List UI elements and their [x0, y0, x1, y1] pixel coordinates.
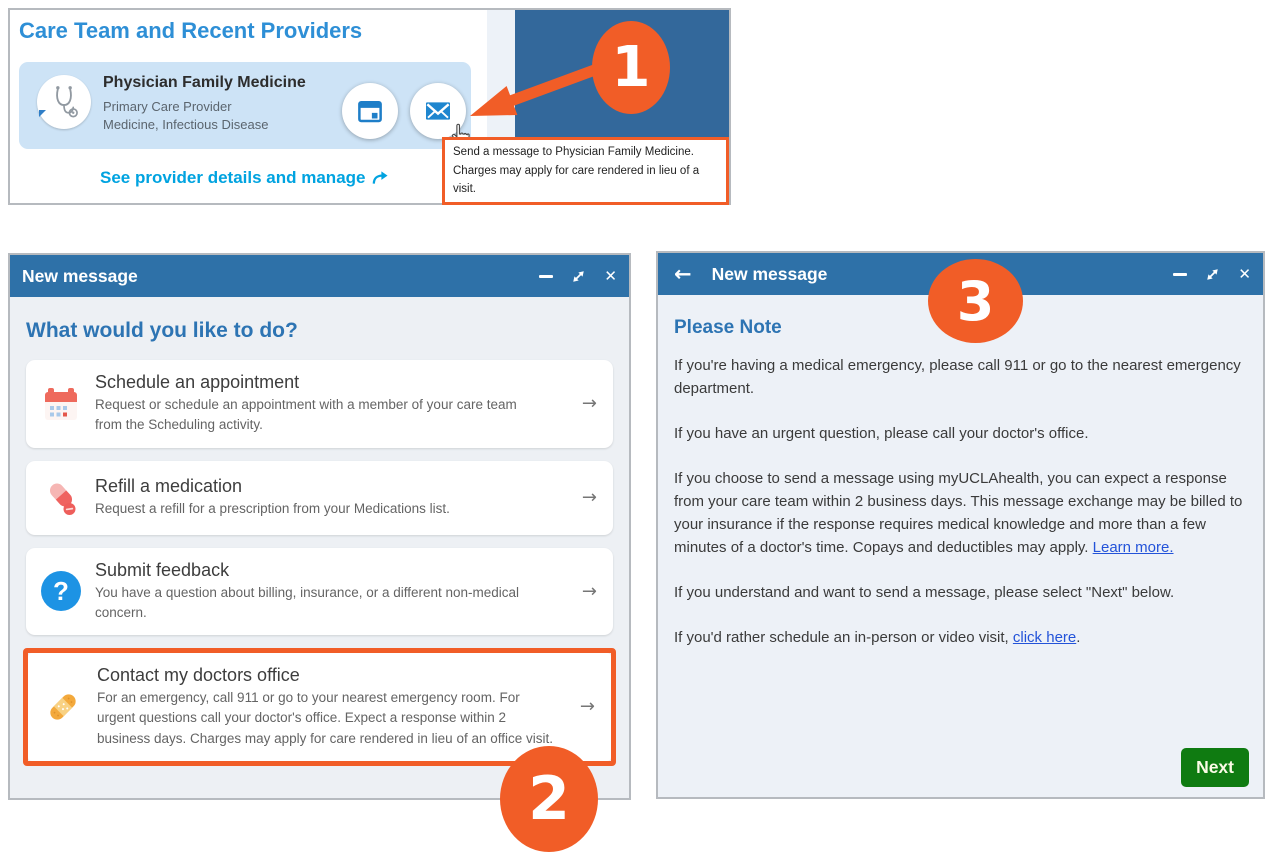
expand-icon[interactable] [571, 269, 586, 284]
option-text [95, 560, 523, 624]
expand-icon[interactable] [1205, 267, 1220, 282]
arrow-right-icon: → [581, 487, 597, 508]
note-paragraph-2: If you have an urgent question, please call your doctor's office. [674, 424, 1089, 442]
send-message-button[interactable] [410, 83, 466, 139]
minimize-icon[interactable] [539, 275, 553, 278]
note-paragraph-3 [674, 468, 1247, 560]
external-arrow-icon [371, 170, 388, 186]
option-contact-doctors-office[interactable] [28, 653, 611, 761]
option-refill-medication[interactable] [26, 461, 613, 535]
arrow-right-icon: → [579, 696, 595, 718]
option-title: Contact my doctors office [97, 665, 300, 685]
see-provider-details-label: See provider details and manage [100, 168, 366, 187]
window-controls [539, 267, 617, 285]
calendar-color-icon [40, 384, 82, 424]
new-message-options-dialog [8, 253, 631, 800]
next-button[interactable]: Next [1181, 748, 1249, 787]
options-dialog-body [10, 297, 629, 766]
provider-avatar [37, 75, 91, 129]
learn-more-link[interactable]: Learn more. [1092, 538, 1174, 556]
option-text [97, 665, 559, 749]
option-title: Refill a medication [95, 475, 243, 496]
please-note-heading: Please Note [674, 317, 782, 338]
question-icon: ? [40, 571, 82, 611]
step-2-badge: 2 [500, 746, 598, 852]
option-submit-feedback[interactable] [26, 548, 613, 636]
tooltip-line-2: Charges may apply for care rendered in lieu of a visit. [453, 164, 700, 196]
stethoscope-icon [44, 82, 84, 122]
provider-role: Primary Care Provider [103, 99, 232, 114]
care-team-title: Care Team and Recent Providers [19, 18, 363, 43]
bandage-icon [42, 687, 84, 727]
options-heading: What would you like to do? [26, 319, 298, 342]
provider-card [19, 62, 471, 149]
arrow-right-icon: → [581, 580, 597, 602]
see-provider-details-link[interactable] [100, 168, 388, 188]
option-schedule-appointment[interactable] [26, 360, 613, 448]
dialog-header [10, 255, 629, 297]
minimize-icon[interactable] [1173, 273, 1187, 276]
arrow-right-icon: → [581, 393, 597, 415]
dialog-title: New message [22, 265, 138, 286]
dialog-title: New message [711, 263, 828, 284]
option-description: You have a question about billing, insurance, or a different non-medical concern. [95, 584, 520, 620]
back-arrow-icon[interactable]: ← [674, 262, 692, 286]
note-paragraph-1: If you're having a medical emergency, please call 911 or go to the nearest emergency department. [674, 357, 1241, 397]
option-title: Schedule an appointment [95, 372, 300, 392]
option-text [95, 476, 450, 519]
pill-icon [40, 478, 82, 518]
note-dialog-body [658, 295, 1263, 799]
option-title: Submit feedback [95, 559, 230, 580]
option-description: Request a refill for a prescription from your Medications list. [95, 500, 450, 516]
step-1-badge: 1 [592, 21, 670, 114]
note-paragraph-5-suffix: . [1076, 628, 1081, 646]
option-description: Request or schedule an appointment with a member of your care team from the Scheduling activity. [95, 397, 517, 433]
provider-specialties: Medicine, Infectious Disease [103, 117, 269, 132]
click-here-link[interactable]: click here [1012, 628, 1077, 646]
close-icon[interactable]: ✕ [604, 267, 617, 285]
provider-name: Physician Family Medicine [103, 74, 306, 91]
note-paragraph-5 [674, 627, 1247, 650]
tooltip-line-1: Send a message to Physician Family Medicine. [453, 146, 694, 158]
note-paragraph-3-text: If you choose to send a message using myUCLAhealth, you can expect a response from your care team within 2 business days. This message exchange may be billed to your insurance if the response requires medical knowledge and more than a few minutes of a doctor's time. Copays and deductibles may apply. [674, 469, 1243, 556]
step-3-badge: 3 [928, 259, 1023, 343]
option-description: For an emergency, call 911 or go to your nearest emergency room. For urgent questions call your doctor's office. Expect a response within 2 business days. Charges may apply for care rendered in lieu of an office visit. [97, 690, 553, 746]
schedule-appointment-button[interactable] [342, 83, 398, 139]
close-icon[interactable]: ✕ [1238, 265, 1251, 283]
note-paragraph-5-text: If you'd rather schedule an in-person or video visit, [674, 628, 1013, 646]
send-message-tooltip [442, 137, 729, 205]
note-paragraph-4: If you understand and want to send a message, please select "Next" below. [674, 583, 1175, 601]
pcp-flag-icon [39, 110, 46, 117]
window-controls [1173, 265, 1251, 283]
calendar-icon [355, 96, 385, 126]
option-text [95, 372, 523, 436]
step2-highlight-box [23, 648, 616, 766]
